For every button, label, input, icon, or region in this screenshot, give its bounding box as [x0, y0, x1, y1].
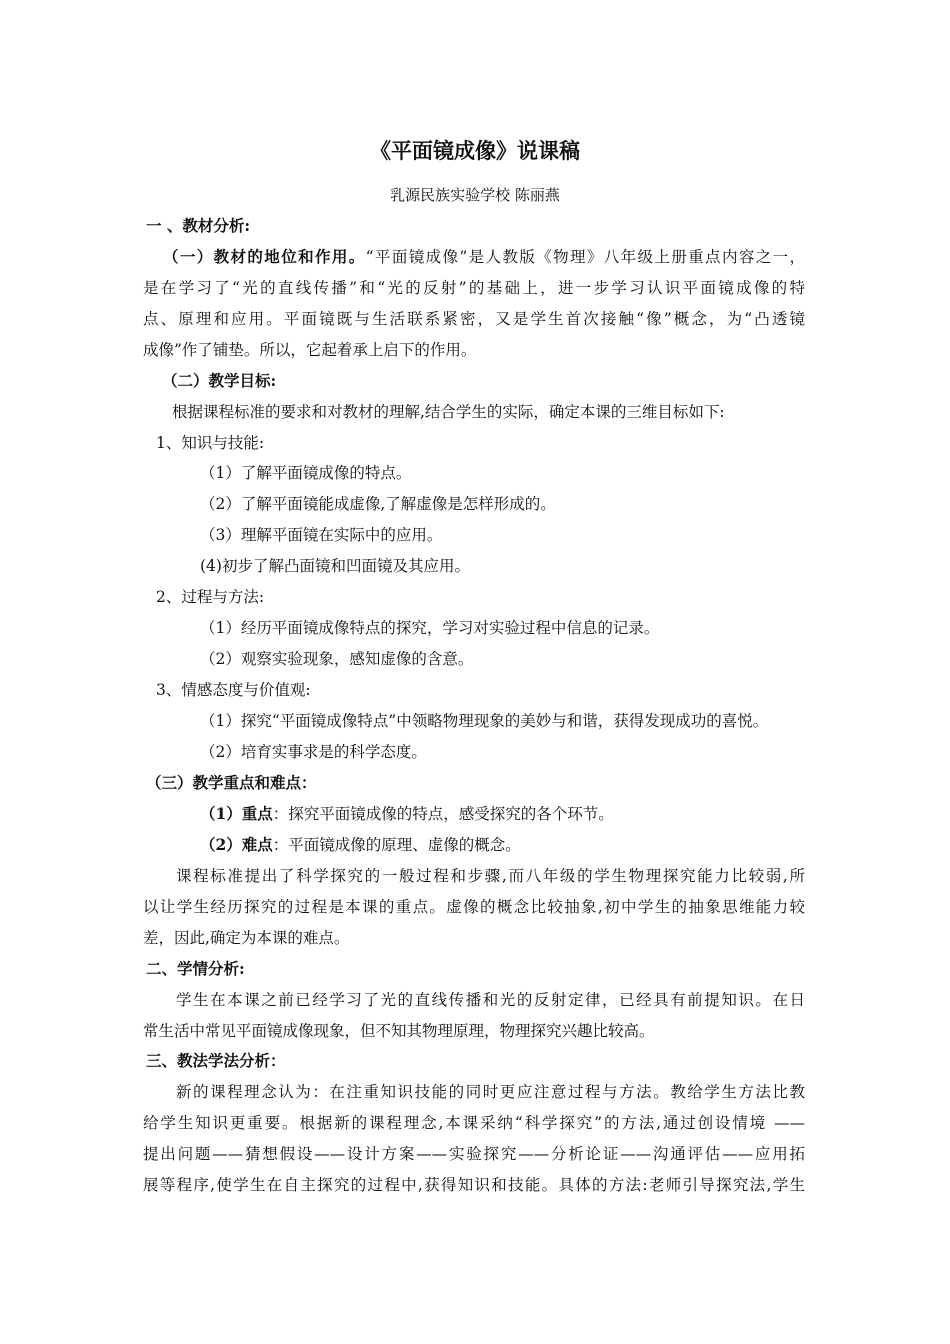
- difficult-point-label: （2）难点: [200, 835, 273, 854]
- goal-heading-knowledge: 1、知识与技能:: [156, 434, 265, 452]
- paragraph-line: 展等程序,使学生在自主探究的过程中,获得知识和技能。具体的方法:老师引导探究法,学生: [143, 1176, 805, 1194]
- section-heading-3: 三、教法学法分析：: [146, 1051, 286, 1070]
- list-item: （2）培育实事求是的科学态度。: [200, 743, 427, 761]
- section-heading-1: 一 、教材分析:: [146, 216, 251, 235]
- list-item: （2）观察实验现象，感知虚像的含意。: [200, 650, 474, 668]
- list-item: （3）理解平面镜在实际中的应用。: [200, 526, 443, 544]
- subsection-label-1: （一）教材的地位和作用。: [163, 247, 366, 266]
- list-item: （2）了解平面镜能成虚像,了解虚像是怎样形成的。: [200, 495, 556, 513]
- paragraph-text: “平面镜成像”是人教版《物理》八年级上册重点内容之一，: [365, 248, 805, 266]
- list-item: （1）了解平面镜成像的特点。: [200, 464, 412, 482]
- list-item: (4)初步了解凸面镜和凹面镜及其应用。: [200, 557, 470, 575]
- paragraph-line: 是在学习了“光的直线传播”和“光的反射”的基础上，进一步学习认识平面镜成像的特: [143, 279, 805, 297]
- goal-heading-emotion: 3、情感态度与价值观:: [156, 681, 311, 699]
- paragraph-line: 新的课程理念认为：在注重知识技能的同时更应注意过程与方法。教给学生方法比教: [176, 1083, 805, 1101]
- paragraph-line: 学生在本课之前已经学习了光的直线传播和光的反射定律，已经具有前提知识。在日: [176, 991, 805, 1009]
- subsection-label-2: （二）教学目标:: [162, 371, 277, 390]
- document-title: 《平面镜成像》说课稿: [370, 138, 580, 163]
- paragraph-line: 根据课程标准的要求和对教材的理解,结合学生的实际，确定本课的三维目标如下:: [172, 403, 725, 421]
- author-line: 乳源民族实验学校 陈丽燕: [390, 186, 560, 204]
- paragraph-line: 给学生知识更重要。根据新的课程理念,本课采纳“科学探究”的方法,通过创设情境 ——: [143, 1114, 805, 1132]
- list-item: （1）探究“平面镜成像特点”中领略物理现象的美妙与和谐，获得发现成功的喜悦。: [200, 712, 769, 730]
- paragraph-line: 课程标准提出了科学探究的一般过程和步骤,而八年级的学生物理探究能力比较弱,所: [176, 867, 805, 885]
- paragraph-line: 点、原理和应用。平面镜既与生活联系紧密，又是学生首次接触“像”概念，为“凸透镜: [143, 310, 805, 328]
- difficult-point-text: ：平面镜成像的原理、虚像的概念。: [272, 836, 521, 854]
- paragraph-line: 成像”作了铺垫。所以，它起着承上启下的作用。: [143, 341, 477, 359]
- paragraph-line: [143, 245, 805, 269]
- subsection-label-3: （三）教学重点和难点：: [146, 773, 317, 792]
- section-heading-2: 二、学情分析:: [146, 959, 245, 978]
- paragraph-line: 差，因此,确定为本课的难点。: [143, 929, 350, 947]
- key-point-text: ：探究平面镜成像的特点，感受探究的各个环节。: [272, 805, 614, 823]
- key-point-label: （1）重点: [200, 804, 273, 823]
- paragraph-line: 以让学生经历探究的过程是本课的重点。虚像的概念比较抽象,初中学生的抽象思维能力较: [143, 898, 805, 916]
- list-item: [200, 833, 521, 857]
- list-item: [200, 802, 614, 826]
- paragraph-line: 提出问题——猜想假设——设计方案——实验探究——分析论证——沟通评估——应用拓: [143, 1145, 805, 1163]
- paragraph-line: 常生活中常见平面镜成像现象，但不知其物理原理，物理探究兴趣比较高。: [143, 1022, 655, 1040]
- list-item: （1）经历平面镜成像特点的探究，学习对实验过程中信息的记录。: [200, 619, 660, 637]
- goal-heading-process: 2、过程与方法:: [156, 588, 265, 606]
